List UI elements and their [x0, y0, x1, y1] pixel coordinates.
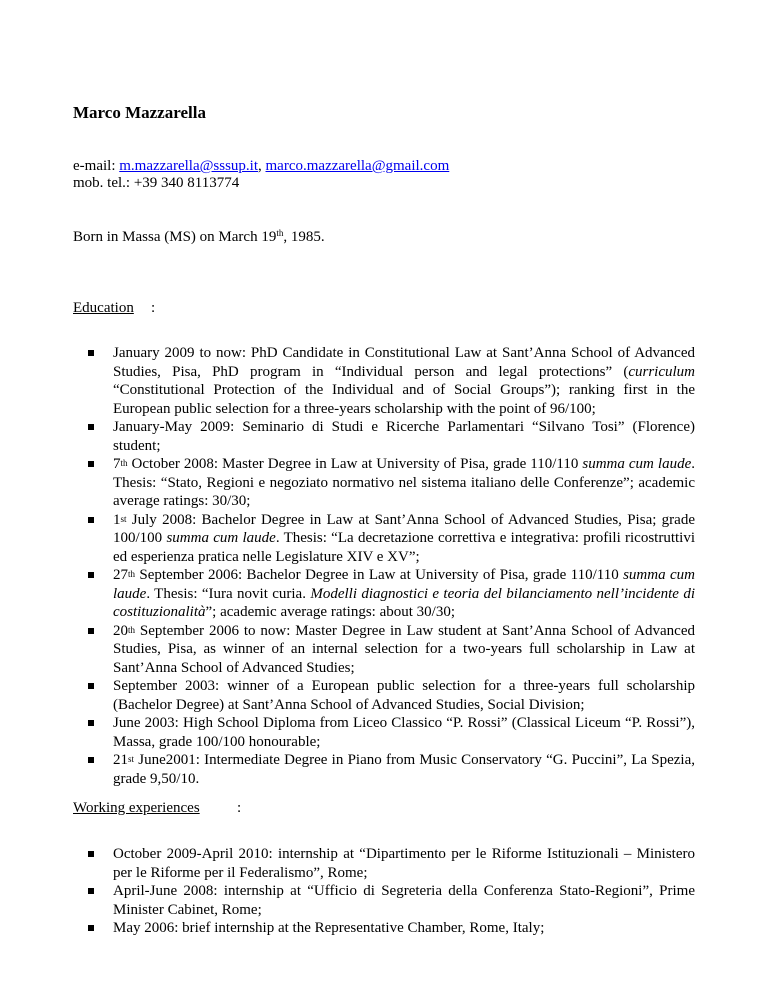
- bullet-icon: [88, 572, 94, 578]
- education-item: January 2009 to now: PhD Candidate in Constitutional Law at Sant’Anna School of Advanced Studies, Pisa, PhD program in “Individual person and legal protections” (curriculum “Constitutional Protection of the Individual and of Social Groups”); ranking first in the European public selection for a three-years scholarship with the point of 96/100;: [73, 344, 695, 418]
- birth-info: Born in Massa (MS) on March 19th, 1985.: [73, 228, 325, 245]
- contact-block: [73, 158, 449, 192]
- education-item: January-May 2009: Seminario di Studi e Ricerche Parlamentari “Silvano Tosi” (Florence) student;: [73, 418, 695, 455]
- bullet-icon: [88, 517, 94, 523]
- work-item: October 2009-April 2010: internship at “Dipartimento per le Riforme Istituzionali – Ministero per le Riforme per il Federalismo”, Rome;: [73, 845, 695, 882]
- education-item: 20th September 2006 to now: Master Degree in Law student at Sant’Anna School of Advanced Studies, Pisa, as winner of an internal selection for a two-years full scholarship in Law at Sant’Anna School of Advanced Studies;: [73, 622, 695, 678]
- email-line: [73, 158, 449, 175]
- bullet-icon: [88, 683, 94, 689]
- work-item: May 2006: brief internship at the Representative Chamber, Rome, Italy;: [73, 919, 695, 938]
- bullet-icon: [88, 720, 94, 726]
- education-heading: Education: [73, 300, 134, 316]
- email-separator: ,: [258, 158, 266, 174]
- work-list: [73, 845, 695, 938]
- bullet-icon: [88, 925, 94, 931]
- bullet-icon: [88, 461, 94, 467]
- education-item: 1st July 2008: Bachelor Degree in Law at Sant’Anna School of Advanced Studies, Pisa; grade 100/100 summa cum laude. Thesis: “La decretazione correttiva e integrativa: profili ricostruttivi ed esperienza pratica nelle Legislature XIV e XV”;: [73, 511, 695, 567]
- email-label: e-mail:: [73, 158, 120, 174]
- education-heading-colon: :: [151, 300, 156, 316]
- education-item: 7th October 2008: Master Degree in Law at University of Pisa, grade 110/110 summa cum laude. Thesis: “Stato, Regioni e negoziato normativo nel sistema italiano delle Conferenze”; academic average ratings: 30/30;: [73, 455, 695, 511]
- email-link-sssup[interactable]: m.mazzarella@sssup.it: [119, 158, 259, 174]
- education-item: 21st June2001: Intermediate Degree in Piano from Music Conservatory “G. Puccini”, La Spezia, grade 9,50/10.: [73, 751, 695, 788]
- bullet-icon: [88, 424, 94, 430]
- work-item: April-June 2008: internship at “Ufficio di Segreteria della Conferenza Stato-Regioni”, Prime Minister Cabinet, Rome;: [73, 882, 695, 919]
- bullet-icon: [88, 628, 94, 634]
- bullet-icon: [88, 757, 94, 763]
- person-name: Marco Mazzarella: [73, 103, 206, 122]
- phone-line: mob. tel.: +39 340 8113774: [73, 175, 240, 191]
- bullet-icon: [88, 888, 94, 894]
- work-heading: Working experiences: [73, 800, 200, 816]
- education-item: 27th September 2006: Bachelor Degree in Law at University of Pisa, grade 110/110 summa cum laude. Thesis: “Iura novit curia. Modelli diagnostici e teoria del bilanciamento nell’incidente di costituzionalità”; academic average ratings: about 30/30;: [73, 566, 695, 622]
- education-list: [73, 344, 695, 788]
- education-item: June 2003: High School Diploma from Liceo Classico “P. Rossi” (Classical Liceum “P. Rossi”), Massa, grade 100/100 honourable;: [73, 714, 695, 751]
- email-link-gmail[interactable]: marco.mazzarella@gmail.com: [265, 158, 450, 174]
- education-item: September 2003: winner of a European public selection for a three-years full scholarship (Bachelor Degree) at Sant’Anna School of Advanced Studies, Social Division;: [73, 677, 695, 714]
- bullet-icon: [88, 350, 94, 356]
- work-heading-colon: :: [237, 800, 242, 816]
- bullet-icon: [88, 851, 94, 857]
